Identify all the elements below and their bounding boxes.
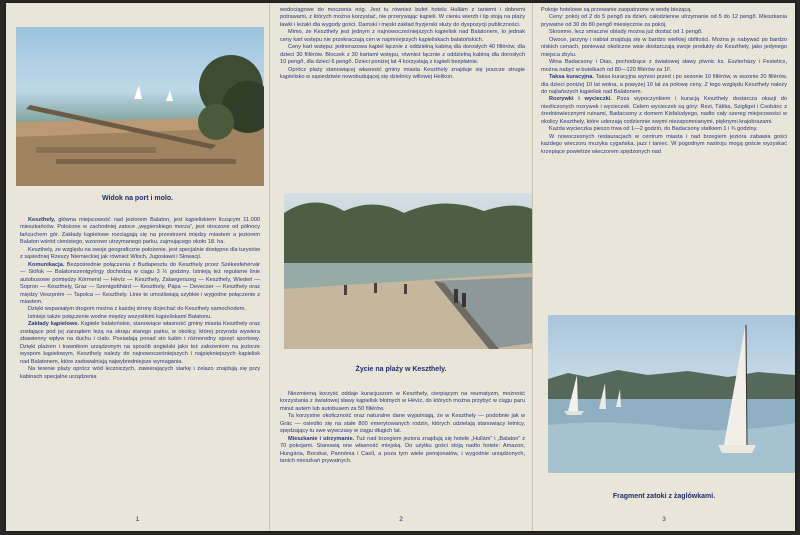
paragraph-body: Skromne, lecz smaczne obiady można już dostać od 1 pengő. <box>549 29 703 36</box>
paragraph <box>20 366 260 381</box>
paragraph-heading: Zakłady kąpielowe. <box>28 321 79 328</box>
panel-3 <box>533 3 795 531</box>
paragraph-body: Ceny: pokój od 2 do 5 pengő za dzień, całodzienne utrzymanie od 5 do 12 pengő. Mieszkania prywatne od 30 do 80 pengő miesięcznie za pokój. <box>541 14 787 28</box>
sailboats-bay-photo <box>548 315 795 473</box>
panel-2 <box>270 3 533 531</box>
paragraph-body: Keszthely, ze względu na swoje geograficzne położenie, jest specjalnie dostępne dla turystów z sąsiedniej Rzeszy Niemieckiej jak również Włoch, Jugosławii i Słowacji. <box>20 246 260 261</box>
paragraph-body: główna miejscowość nad jeziorem Balaton, jest kąpieliskiem liczącym 11.000 mieszkańców. Położone w zachodniej zatoce „węgierskiego morza”, jest otoczone od północy łańcuchem gór. Zakłady kąpielowe rozciągają się na przestrzeni między miastem a jeziorem Balaton wśród cienistego, wzorowo utrzymanego parku, zajmującego około 18. ha. <box>20 217 260 246</box>
paragraph <box>280 413 525 435</box>
paragraph <box>20 314 260 321</box>
paragraph <box>20 247 260 262</box>
paragraph <box>280 7 525 29</box>
brochure-sheet <box>6 3 795 531</box>
paragraph-heading: Taksa kuracyjna. <box>549 74 594 81</box>
paragraph <box>280 436 525 466</box>
paragraph-body: Poza wypoczynkiem i kuracją Keszthely dostarcza okazji do niezliczonych rozrywek i wycieczek. Celem wycieczek są góry: Rezi, Tátika, Szigliget i Csobánc z średniowiecznymi ruinami, Badacsony z domem Kisfaludyego, nadto cały szereg miejscowości w okolicy Keszthely, które uderzają codziennie swymi niezapomnianymi, pięknymi krajobrazami. <box>541 96 787 125</box>
paragraph <box>541 134 787 156</box>
paragraph <box>541 59 787 74</box>
paragraph-heading: Rozrywki i wycieczki. <box>549 96 612 103</box>
paragraph-heading: Komunikacja. <box>28 261 65 268</box>
paragraph <box>541 7 787 14</box>
paragraph <box>20 217 260 247</box>
paragraph <box>280 44 525 66</box>
paragraph-body: Ta korzystne okoliczność oraz naturalne dane wyjaśniają, że w Keszthely — podobnie jak w Grác — osiedlio się na stałe 800 emerytowanych rodzin, których udzielają stanowiący letnicy, spędzający tu swe wywczasy w ciągu długich lat. <box>280 413 525 435</box>
page-number: 1 <box>135 516 140 523</box>
paragraph-body: Na terenie plaży oprócz wód leczniczych, zawierających siarkę i żelazo znajdują się przy kabinach specjalne urządzenia <box>20 366 260 380</box>
paragraph-body: Taksa kuracyjna wynosi przed i po sezonie 10 fillérów, w sezonie 20 fillérów, dla dzieci poniżej 10 lat wolna, a powyżej 10 lat za połowę ceny. Z tego względu Keszthely należy do najtańszych kąpielisk nad Balatonem. <box>541 74 787 95</box>
paragraph-body: Mimo, że Keszthely jest jednym z najnowocześniejszych kąpielisk nad Balatonem, to jednak ceny kart wstępu nie przekraczają cen w najmniejszych kąpieliskach balatońskich. <box>280 29 525 43</box>
paragraph <box>541 74 787 96</box>
harbor-pier-illustration <box>16 27 264 186</box>
paragraph <box>280 67 525 82</box>
panel-2-top-text <box>280 7 525 82</box>
paragraph-body: Ceny kart wstępu: jednorazowa kąpiel łącznie z oddzielną kabiną dla dorosłych 40 fillérów, dla dzieci 30 fillérów. Bloczek z 30 kartami wstępu, również łącznie z oddzielną kabiną dla dorosłych 10 pengő, dla dzieci 6 pengő. Dzieci poniżej lat 4 korzystają z kąpieli bezpłatnie. <box>280 44 525 66</box>
photo-caption: Widok na port i molo. <box>101 195 174 202</box>
paragraph-body: Każda wycieczka pieszo trwa od 1—2 godzin, do Badacsony statkiem 1 i ¾ godziny. <box>549 126 758 133</box>
paragraph-body: Pokoje hotelowe są przewanie zaopatrzone w wodę bieżącą. <box>541 7 692 13</box>
panel-1 <box>6 3 270 531</box>
paragraph <box>541 37 787 59</box>
paragraph-body: Istnieje także połączenie wodne między wszystkimi kąpieliskami Balatonu. <box>28 313 212 320</box>
beach-illustration <box>284 193 532 349</box>
panel-3-text <box>541 7 787 156</box>
paragraph <box>20 321 260 366</box>
panel-1-text <box>20 217 260 381</box>
paragraph <box>20 306 260 313</box>
beach-life-photo <box>284 193 532 349</box>
paragraph-body: W nowoczesnych restauracjach w centrum miasta i nad brzegiem jeziora zabawia gości każdego wieczoru muzyka cygańska, jazz i taniec. W pogodnym nastroju mogą goście wyzyskać krzepiące powietrze wieczorem spędzonych nad <box>541 133 787 155</box>
paragraph-body: Wina Badacsony i Dias, pochodzące z światowej sławy piwnic ks. Eszterházy i Festetics, można nabyć w butelkach od 80—120 fillérów za 1l². <box>541 59 787 73</box>
harbor-pier-photo <box>16 27 264 186</box>
paragraph <box>280 29 525 44</box>
photo-caption: Życie na plaży w Keszthely. <box>355 366 447 373</box>
paragraph-body: Tuż nad brzegiem jeziora znajdują się hotele „Hullám” i „Balaton” z 70 pokojami. Stanowią one własność miejską. Do użytku gości stoją nadto hotele: Amazon, Hungária, Bocskai, Pannónia i Casíl, a poza tym wiele pensjonatów, i wygodnie urządzonych, tanich mieszkań prywatnych. <box>280 435 525 465</box>
paragraph <box>541 126 787 133</box>
paragraph <box>280 391 525 413</box>
paragraph-body: Dzięki wspaniałym drogom można z każdej strony dojechać do Keszthely samochodem. <box>28 306 246 313</box>
sailboats-illustration <box>548 315 795 473</box>
paragraph <box>20 262 260 307</box>
paragraph <box>541 29 787 36</box>
paragraph-body: Bezpośrednie połączenia z Budapesztu do Keszthely przez Székesfehérvár — Siófok — Balatonszentgyörgy dochodzą w ciągu 3 ½ godziny. Istnieją też regularne linie autobusowe pomiędzy Körmend — Hévíz — Keszthely, Zalaegerszeg — Keszthely, Wiedeń — Sopron — Keszthely, Graz — Szentgotthárd — Keszthely, Pápa — Devecser — Keszthely oraz między Veszprém — Tapolca — Keszthely. Linie te umożliwiają szybkie i wygodne połączenie z miastem. <box>20 261 260 305</box>
photo-caption: Fragment zatoki z żaglówkami. <box>612 493 716 500</box>
paragraph-body: Owoce, jarzyny i nabiał znajdują się w bardzo wielkiej obfitości. Można je nabywać po bardzo niskich cenach, ponieważ okoliczne wsie dostarczają swoje produkty do Keszthely, jako jedynego miejsca zbytu. <box>541 36 787 58</box>
panel-2-bottom-text <box>280 391 525 466</box>
paragraph <box>541 14 787 29</box>
paragraph-body: Kąpiele balatońskie, stanowiące własność gminy miasta Keszthely oraz zostające pod jej zarządem leżą na skraju starego parku, w okolicy, której przyroda wywiera zbawienny wpływ na duchu i ciało. Posiadają ponad sto kabin i różnorodny sprzęt sportowy. Dzięki plażom i trawnikom urządzonym na sposób angielski jako też założeniom na jeziorze wyspom kąpielowym, Keszthely należy do najnowocześniejszych i najpiękniejszych kąpielisk nad Balatonem, które zadowalniają najwybredniejsze wymagania. <box>20 321 260 365</box>
paragraph-body: Niezmierną korzyść oddaje kuracjuszom w Keszthely, cierpiącym na reumatyzm, możność korzystania z światowej sławy kąpielisk błotnych w Hévíz, do których można przybyć w ciągu paru minut autem lub autobusem za 50 fillérów. <box>280 391 525 412</box>
page-number: 3 <box>662 516 666 523</box>
paragraph-body: Oprócz plaży stanowiącej własność gminy miasta Keszthely znajduje się jeszcze strugie kąpielisko w sąsiedztwie nowobudującej się dzielnicy willowej Helikon. <box>280 66 525 81</box>
page-number: 2 <box>399 516 403 523</box>
paragraph-heading: Mieszkanie i utrzymanie. <box>288 435 355 442</box>
paragraph <box>541 96 787 126</box>
paragraph-body: wodociągowe do moczenia nóg. Jest tu również bufet hotelu Hullám z taniemi i dobremi potrawami, z których można korzystać, nie przerywając kąpieli. W cieniu wierzb i lip stoją na plaży ławki i leżaki dla wygody gości. Damski i męski zakład fryzjerski służy do dyspozycji publiczności. <box>280 7 525 28</box>
paragraph-heading: Keszthely, <box>28 217 56 223</box>
